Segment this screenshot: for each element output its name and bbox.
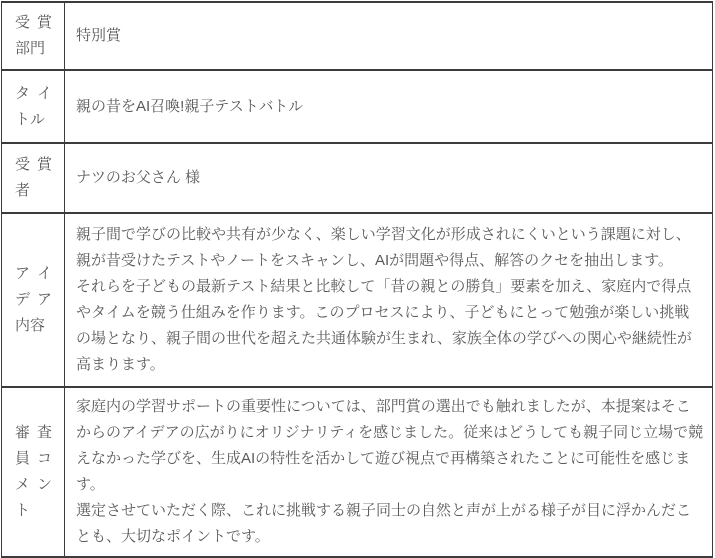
row-value-award-category: 特別賞: [65, 2, 713, 70]
table-row-judge-comment: [2, 387, 713, 557]
row-label-winner: 受賞者: [2, 143, 65, 213]
table-row-award-category: [2, 2, 713, 70]
award-detail-table: [1, 1, 713, 558]
table-row-title: [2, 70, 713, 143]
row-label-title: タイトル: [2, 70, 65, 143]
row-label-judge-comment: 審査員コメント: [2, 387, 65, 557]
row-value-idea-description: [65, 213, 713, 387]
idea-paragraph-1: 親子間で学びの比較や共有が少なく、楽しい学習文化が形成されにくいという課題に対し、親が昔受けたテストやノートをスキャンし、AIが問題や得点、解答のクセを抽出します。: [76, 226, 691, 269]
table-row-idea-description: [2, 213, 713, 387]
judge-comment-paragraph-2: 選定させていただく際、これに挑戦する親子同士の自然と声が上がる様子が目に浮かんだことも、大切なポイントです。: [76, 502, 692, 545]
row-label-idea-description: アイデア内容: [2, 213, 65, 387]
idea-paragraph-2: それらを子どもの最新テスト結果と比較して「昔の親との勝負」要素を加え、家庭内で得点やタイムを競う仕組みを作ります。このプロセスにより、子どもにとって勉強が楽しい挑戦の場となり、親子間の世代を超えた共通体験が生まれ、家族全体の学びへの関心や継続性が高まります。: [76, 278, 692, 373]
row-value-winner: ナツのお父さん 様: [65, 143, 713, 213]
row-value-title: 親の昔をAI召喚!親子テストバトル: [65, 70, 713, 143]
row-value-judge-comment: [65, 387, 713, 557]
row-label-award-category: 受賞部門: [2, 2, 65, 70]
judge-comment-paragraph-1: 家庭内の学習サポートの重要性については、部門賞の選出でも触れましたが、本提案はそこからのアイデアの広がりにオリジナリティを感じました。従来はどうしても親子同じ立場で競えなかった学びを、生成AIの特性を活かして遊び視点で再構築されたことに可能性を感じます。: [76, 398, 704, 493]
table-row-winner: [2, 143, 713, 213]
